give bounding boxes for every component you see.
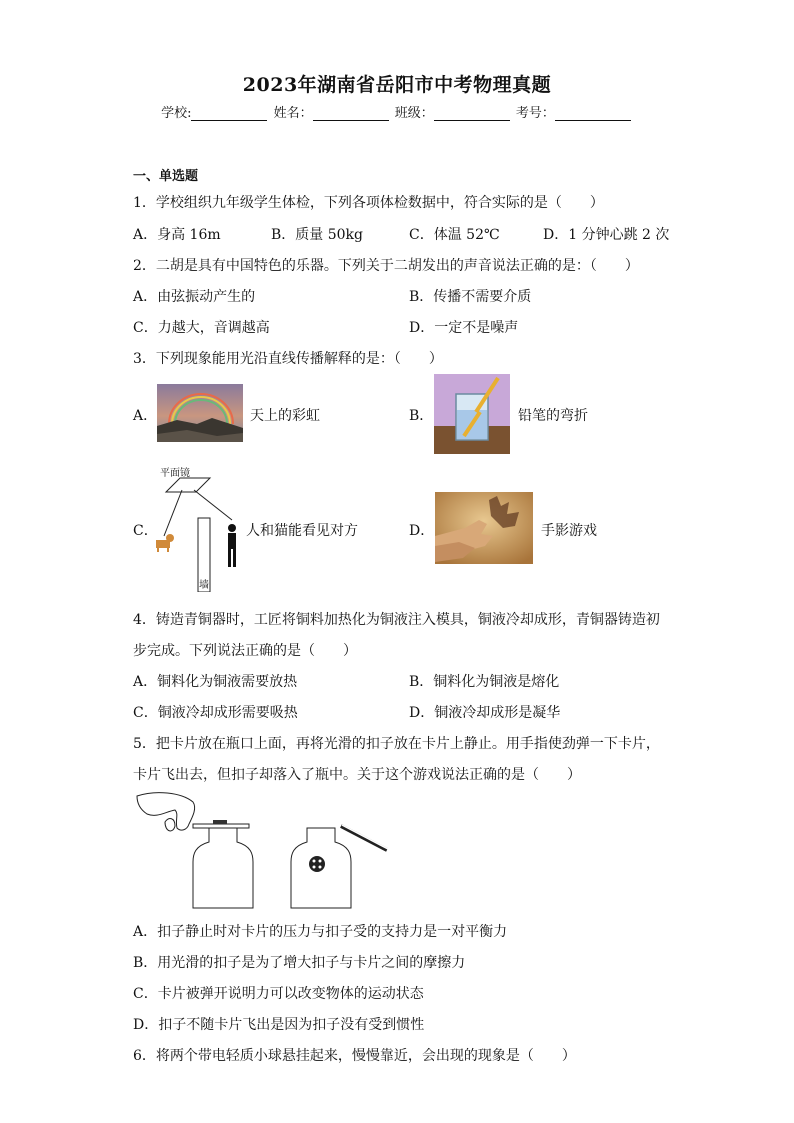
exam-no-label: 考号：	[515, 106, 555, 121]
q5-option-c: C．卡片被弹开说明力可以改变物体的运动状态	[133, 986, 424, 1002]
question-4-stem-line1: 4．铸造青铜器时，工匠将铜料加热化为铜液注入模具，铜液冷却成形，青铜器铸造初	[133, 612, 660, 628]
q3-option-b-letter: B．	[409, 408, 434, 424]
q3-option-d-letter: D．	[409, 523, 435, 539]
section-heading: 一、单选题	[133, 169, 199, 184]
name-blank[interactable]	[313, 107, 389, 121]
q4-option-a: A．铜料化为铜液需要放热	[133, 674, 298, 690]
q4-option-c: C．铜液冷却成形需要吸热	[133, 705, 298, 721]
pencil-in-glass-image	[434, 374, 510, 454]
hand-shadow-image	[435, 492, 533, 564]
q1-option-c: C．体温 52℃	[409, 227, 500, 243]
question-5-stem-line2: 卡片飞出去，但扣子却落入了瓶中。关于这个游戏说法正确的是（ ）	[133, 767, 581, 783]
question-3-stem: 3．下列现象能用光沿直线传播解释的是：（ ）	[133, 351, 443, 367]
q3-option-d-text: 手影游戏	[541, 523, 597, 539]
q2-option-d: D．一定不是噪声	[409, 320, 519, 336]
q3-option-c-text: 人和猫能看见对方	[246, 523, 358, 539]
button-icon	[309, 856, 325, 872]
q2-option-c: C．力越大，音调越高	[133, 320, 270, 336]
rainbow-image	[157, 384, 243, 442]
q3-option-c-letter: C．	[133, 523, 158, 539]
question-6-stem: 6．将两个带电轻质小球悬挂起来，慢慢靠近，会出现的现象是（ ）	[133, 1048, 576, 1064]
q3-option-a-text: 天上的彩虹	[250, 408, 320, 424]
class-blank[interactable]	[434, 107, 510, 121]
cat-icon	[156, 534, 174, 552]
q5-option-d: D．扣子不随卡片飞出是因为扣子没有受到惯性	[133, 1017, 425, 1033]
question-2-stem: 2．二胡是具有中国特色的乐器。下列关于二胡发出的声音说法正确的是：（ ）	[133, 258, 639, 274]
question-1-stem: 1．学校组织九年级学生体检，下列各项体检数据中，符合实际的是（ ）	[133, 195, 604, 211]
q5-option-a: A．扣子静止时对卡片的压力与扣子受的支持力是一对平衡力	[133, 924, 508, 940]
school-blank[interactable]	[191, 107, 267, 121]
q4-option-d: D．铜液冷却成形是凝华	[409, 705, 561, 721]
q2-option-a: A．由弦振动产生的	[133, 289, 256, 305]
name-label: 姓名：	[273, 106, 313, 121]
person-icon	[228, 524, 236, 567]
q3-option-b-text: 铅笔的弯折	[518, 408, 588, 424]
q2-option-b: B．传播不需要介质	[409, 289, 532, 305]
q1-option-d: D．1 分钟心跳 2 次	[543, 227, 670, 243]
hand-icon	[137, 793, 195, 831]
student-info-line	[0, 102, 794, 121]
question-5-stem-line1: 5．把卡片放在瓶口上面，再将光滑的扣子放在卡片上静止。用手指使劲弹一下卡片，	[133, 736, 660, 752]
q3-option-a-letter: A．	[133, 408, 158, 424]
question-4-stem-line2: 步完成。下列说法正确的是（ ）	[133, 643, 357, 659]
school-label: 学校:	[161, 106, 192, 121]
mirror-diagram	[152, 462, 244, 592]
q1-option-a: A．身高 16m	[133, 227, 221, 243]
page-title: 2023年湖南省岳阳市中考物理真题	[242, 74, 552, 96]
q5-option-b: B．用光滑的扣子是为了增大扣子与卡片之间的摩擦力	[133, 955, 466, 971]
wall-label: 墙	[199, 580, 209, 591]
card-bottle-diagram	[135, 790, 395, 914]
q1-option-b: B．质量 50kg	[271, 227, 363, 243]
class-label: 班级：	[394, 106, 434, 121]
q4-option-b: B．铜料化为铜液是熔化	[409, 674, 560, 690]
exam-no-blank[interactable]	[555, 107, 631, 121]
mirror-label: 平面镜	[160, 468, 190, 479]
